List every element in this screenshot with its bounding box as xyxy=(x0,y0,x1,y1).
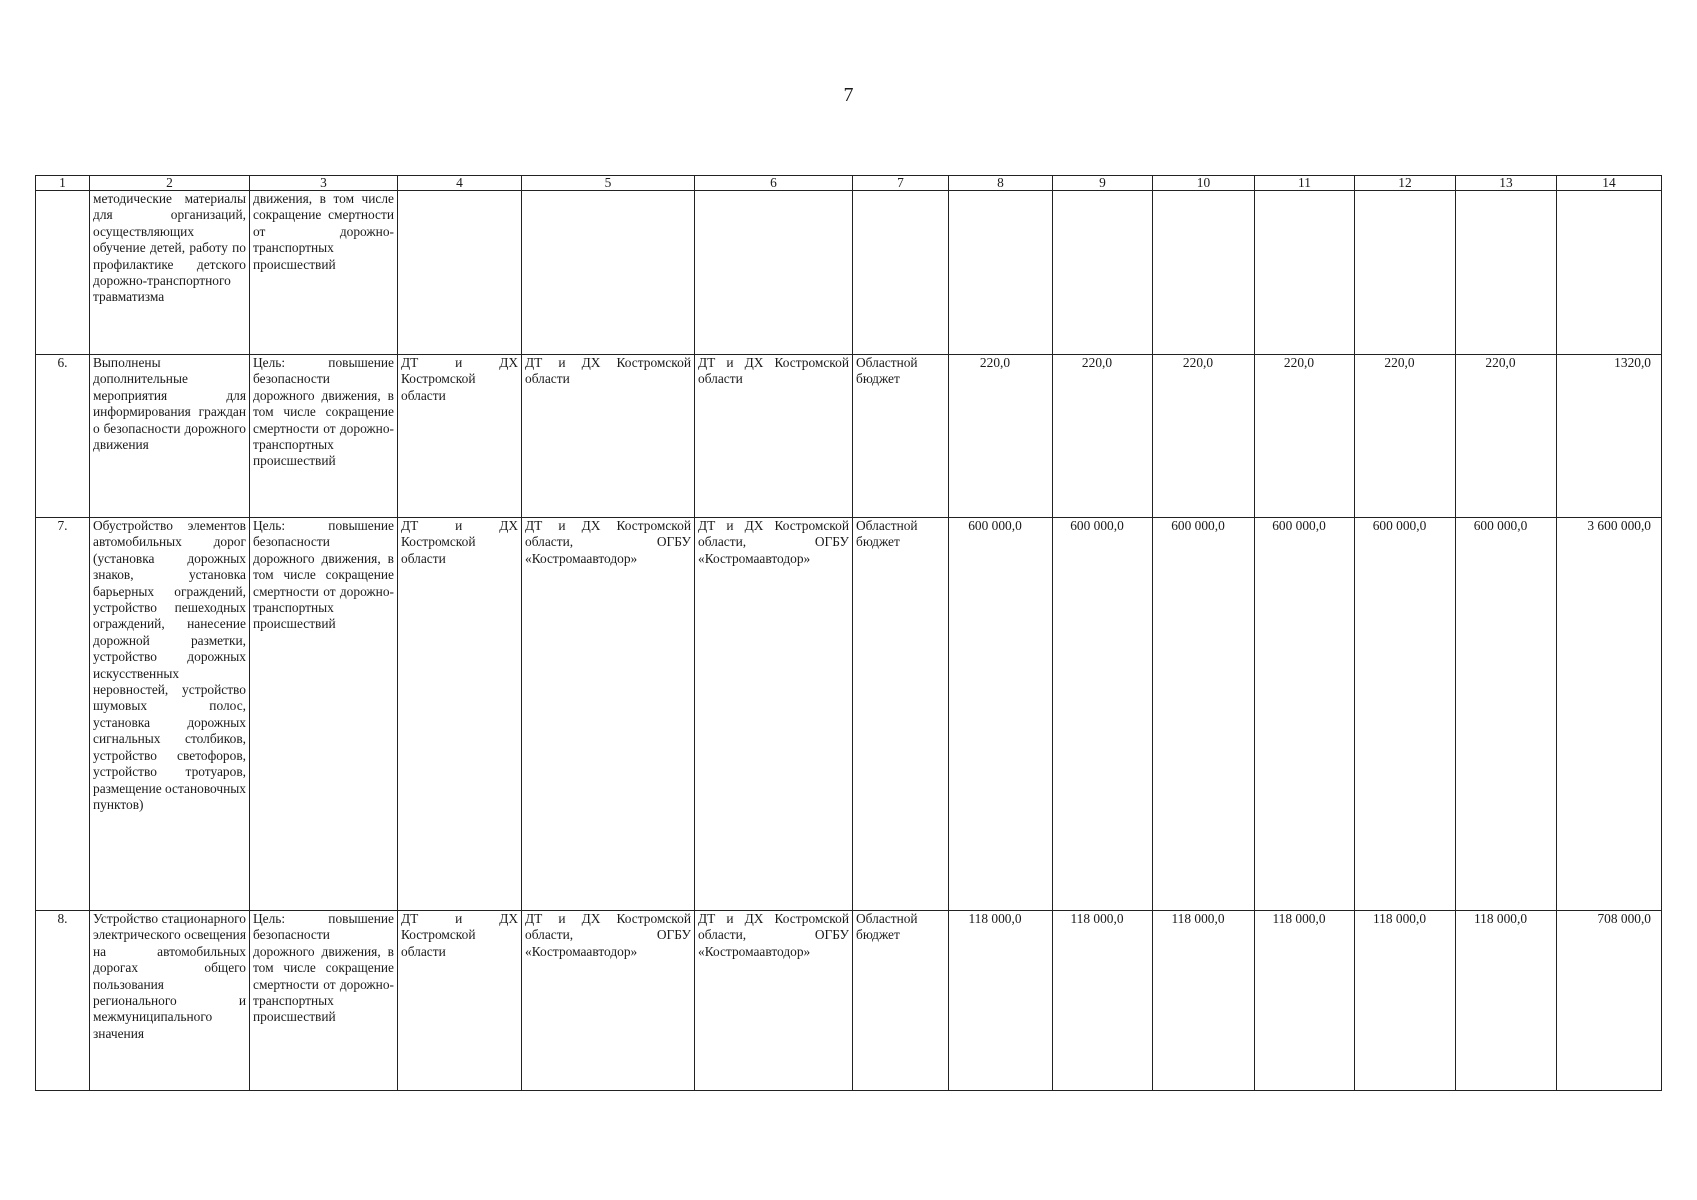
task-cell: Выполнены дополнительные мероприятия для информирования граждан о безопасности дорожного движения xyxy=(90,355,250,518)
participant-cell: ДТ и ДХ Костромской области, ОГБУ «Костромаавтодор» xyxy=(695,911,853,1091)
empty-cell xyxy=(1557,191,1662,355)
coexecutor-cell: ДТ и ДХ Костромской области, ОГБУ «Костромаавтодор» xyxy=(522,518,695,911)
column-number: 7 xyxy=(853,176,949,191)
table-row-continuation xyxy=(36,191,1662,355)
page-number: 7 xyxy=(843,84,854,106)
column-number: 2 xyxy=(90,176,250,191)
table-row xyxy=(36,355,1662,518)
empty-cell xyxy=(398,191,522,355)
empty-cell xyxy=(853,191,949,355)
amount-cell: 220,0 xyxy=(949,355,1053,518)
empty-cell xyxy=(1153,191,1255,355)
column-number: 1 xyxy=(36,176,90,191)
amount-cell: 600 000,0 xyxy=(1255,518,1355,911)
empty-cell xyxy=(1355,191,1456,355)
amount-cell: 600 000,0 xyxy=(1355,518,1456,911)
empty-cell xyxy=(1255,191,1355,355)
column-number: 4 xyxy=(398,176,522,191)
amount-cell: 600 000,0 xyxy=(949,518,1053,911)
task-cell: методические материалы для организаций, осуществляющих обучение детей, работу по профилактике детского дорожно-транспортного травматизма xyxy=(90,191,250,355)
amount-cell: 220,0 xyxy=(1355,355,1456,518)
responsible-cell: ДТ и ДХ Костромской области xyxy=(398,355,522,518)
row-number: 7. xyxy=(36,518,90,911)
amount-cell: 600 000,0 xyxy=(1053,518,1153,911)
goal-cell: Цель: повышение безопасности дорожного движения, в том числе сокращение смертности от дорожно-транспортных происшествий xyxy=(250,518,398,911)
table-row xyxy=(36,518,1662,911)
task-cell: Обустройство элементов автомобильных дорог (установка дорожных знаков, установка барьерных ограждений, устройство пешеходных ограждений, нанесение дорожной разметки, устройство дорожных искусственных неровностей, устройство шумовых полос, установка дорожных сигнальных столбиков, устройство светофоров, устройство тротуаров, размещение остановочных пунктов) xyxy=(90,518,250,911)
column-number: 9 xyxy=(1053,176,1153,191)
table-row xyxy=(36,911,1662,1091)
program-table xyxy=(35,175,1662,1091)
empty-cell xyxy=(1456,191,1557,355)
column-number: 12 xyxy=(1355,176,1456,191)
column-number-row xyxy=(36,176,1662,191)
total-cell: 1320,0 xyxy=(1557,355,1662,518)
amount-cell: 118 000,0 xyxy=(1456,911,1557,1091)
total-cell: 3 600 000,0 xyxy=(1557,518,1662,911)
goal-cell: Цель: повышение безопасности дорожного движения, в том числе сокращение смертности от дорожно-транспортных происшествий xyxy=(250,355,398,518)
participant-cell: ДТ и ДХ Костромской области, ОГБУ «Костромаавтодор» xyxy=(695,518,853,911)
amount-cell: 220,0 xyxy=(1456,355,1557,518)
column-number: 13 xyxy=(1456,176,1557,191)
amount-cell: 118 000,0 xyxy=(1355,911,1456,1091)
goal-cell: Цель: повышение безопасности дорожного движения, в том числе сокращение смертности от дорожно-транспортных происшествий xyxy=(250,911,398,1091)
amount-cell: 220,0 xyxy=(1153,355,1255,518)
participant-cell: ДТ и ДХ Костромской области xyxy=(695,355,853,518)
empty-cell xyxy=(949,191,1053,355)
funding-source-cell: Областной бюджет xyxy=(853,911,949,1091)
column-number: 10 xyxy=(1153,176,1255,191)
amount-cell: 118 000,0 xyxy=(1153,911,1255,1091)
task-cell: Устройство стационарного электрического освещения на автомобильных дорогах общего пользования регионального и межмуниципального значения xyxy=(90,911,250,1091)
column-number: 14 xyxy=(1557,176,1662,191)
amount-cell: 118 000,0 xyxy=(1255,911,1355,1091)
row-number: 6. xyxy=(36,355,90,518)
funding-source-cell: Областной бюджет xyxy=(853,518,949,911)
responsible-cell: ДТ и ДХ Костромской области xyxy=(398,518,522,911)
column-number: 6 xyxy=(695,176,853,191)
empty-cell xyxy=(522,191,695,355)
amount-cell: 220,0 xyxy=(1053,355,1153,518)
row-number xyxy=(36,191,90,355)
row-number: 8. xyxy=(36,911,90,1091)
column-number: 3 xyxy=(250,176,398,191)
empty-cell xyxy=(1053,191,1153,355)
total-cell: 708 000,0 xyxy=(1557,911,1662,1091)
coexecutor-cell: ДТ и ДХ Костромской области xyxy=(522,355,695,518)
amount-cell: 118 000,0 xyxy=(949,911,1053,1091)
responsible-cell: ДТ и ДХ Костромской области xyxy=(398,911,522,1091)
column-number: 8 xyxy=(949,176,1053,191)
amount-cell: 600 000,0 xyxy=(1456,518,1557,911)
goal-cell: движения, в том числе сокращение смертности от дорожно-транспортных происшествий xyxy=(250,191,398,355)
column-number: 11 xyxy=(1255,176,1355,191)
column-number: 5 xyxy=(522,176,695,191)
empty-cell xyxy=(695,191,853,355)
funding-source-cell: Областной бюджет xyxy=(853,355,949,518)
amount-cell: 600 000,0 xyxy=(1153,518,1255,911)
coexecutor-cell: ДТ и ДХ Костромской области, ОГБУ «Костромаавтодор» xyxy=(522,911,695,1091)
amount-cell: 118 000,0 xyxy=(1053,911,1153,1091)
amount-cell: 220,0 xyxy=(1255,355,1355,518)
